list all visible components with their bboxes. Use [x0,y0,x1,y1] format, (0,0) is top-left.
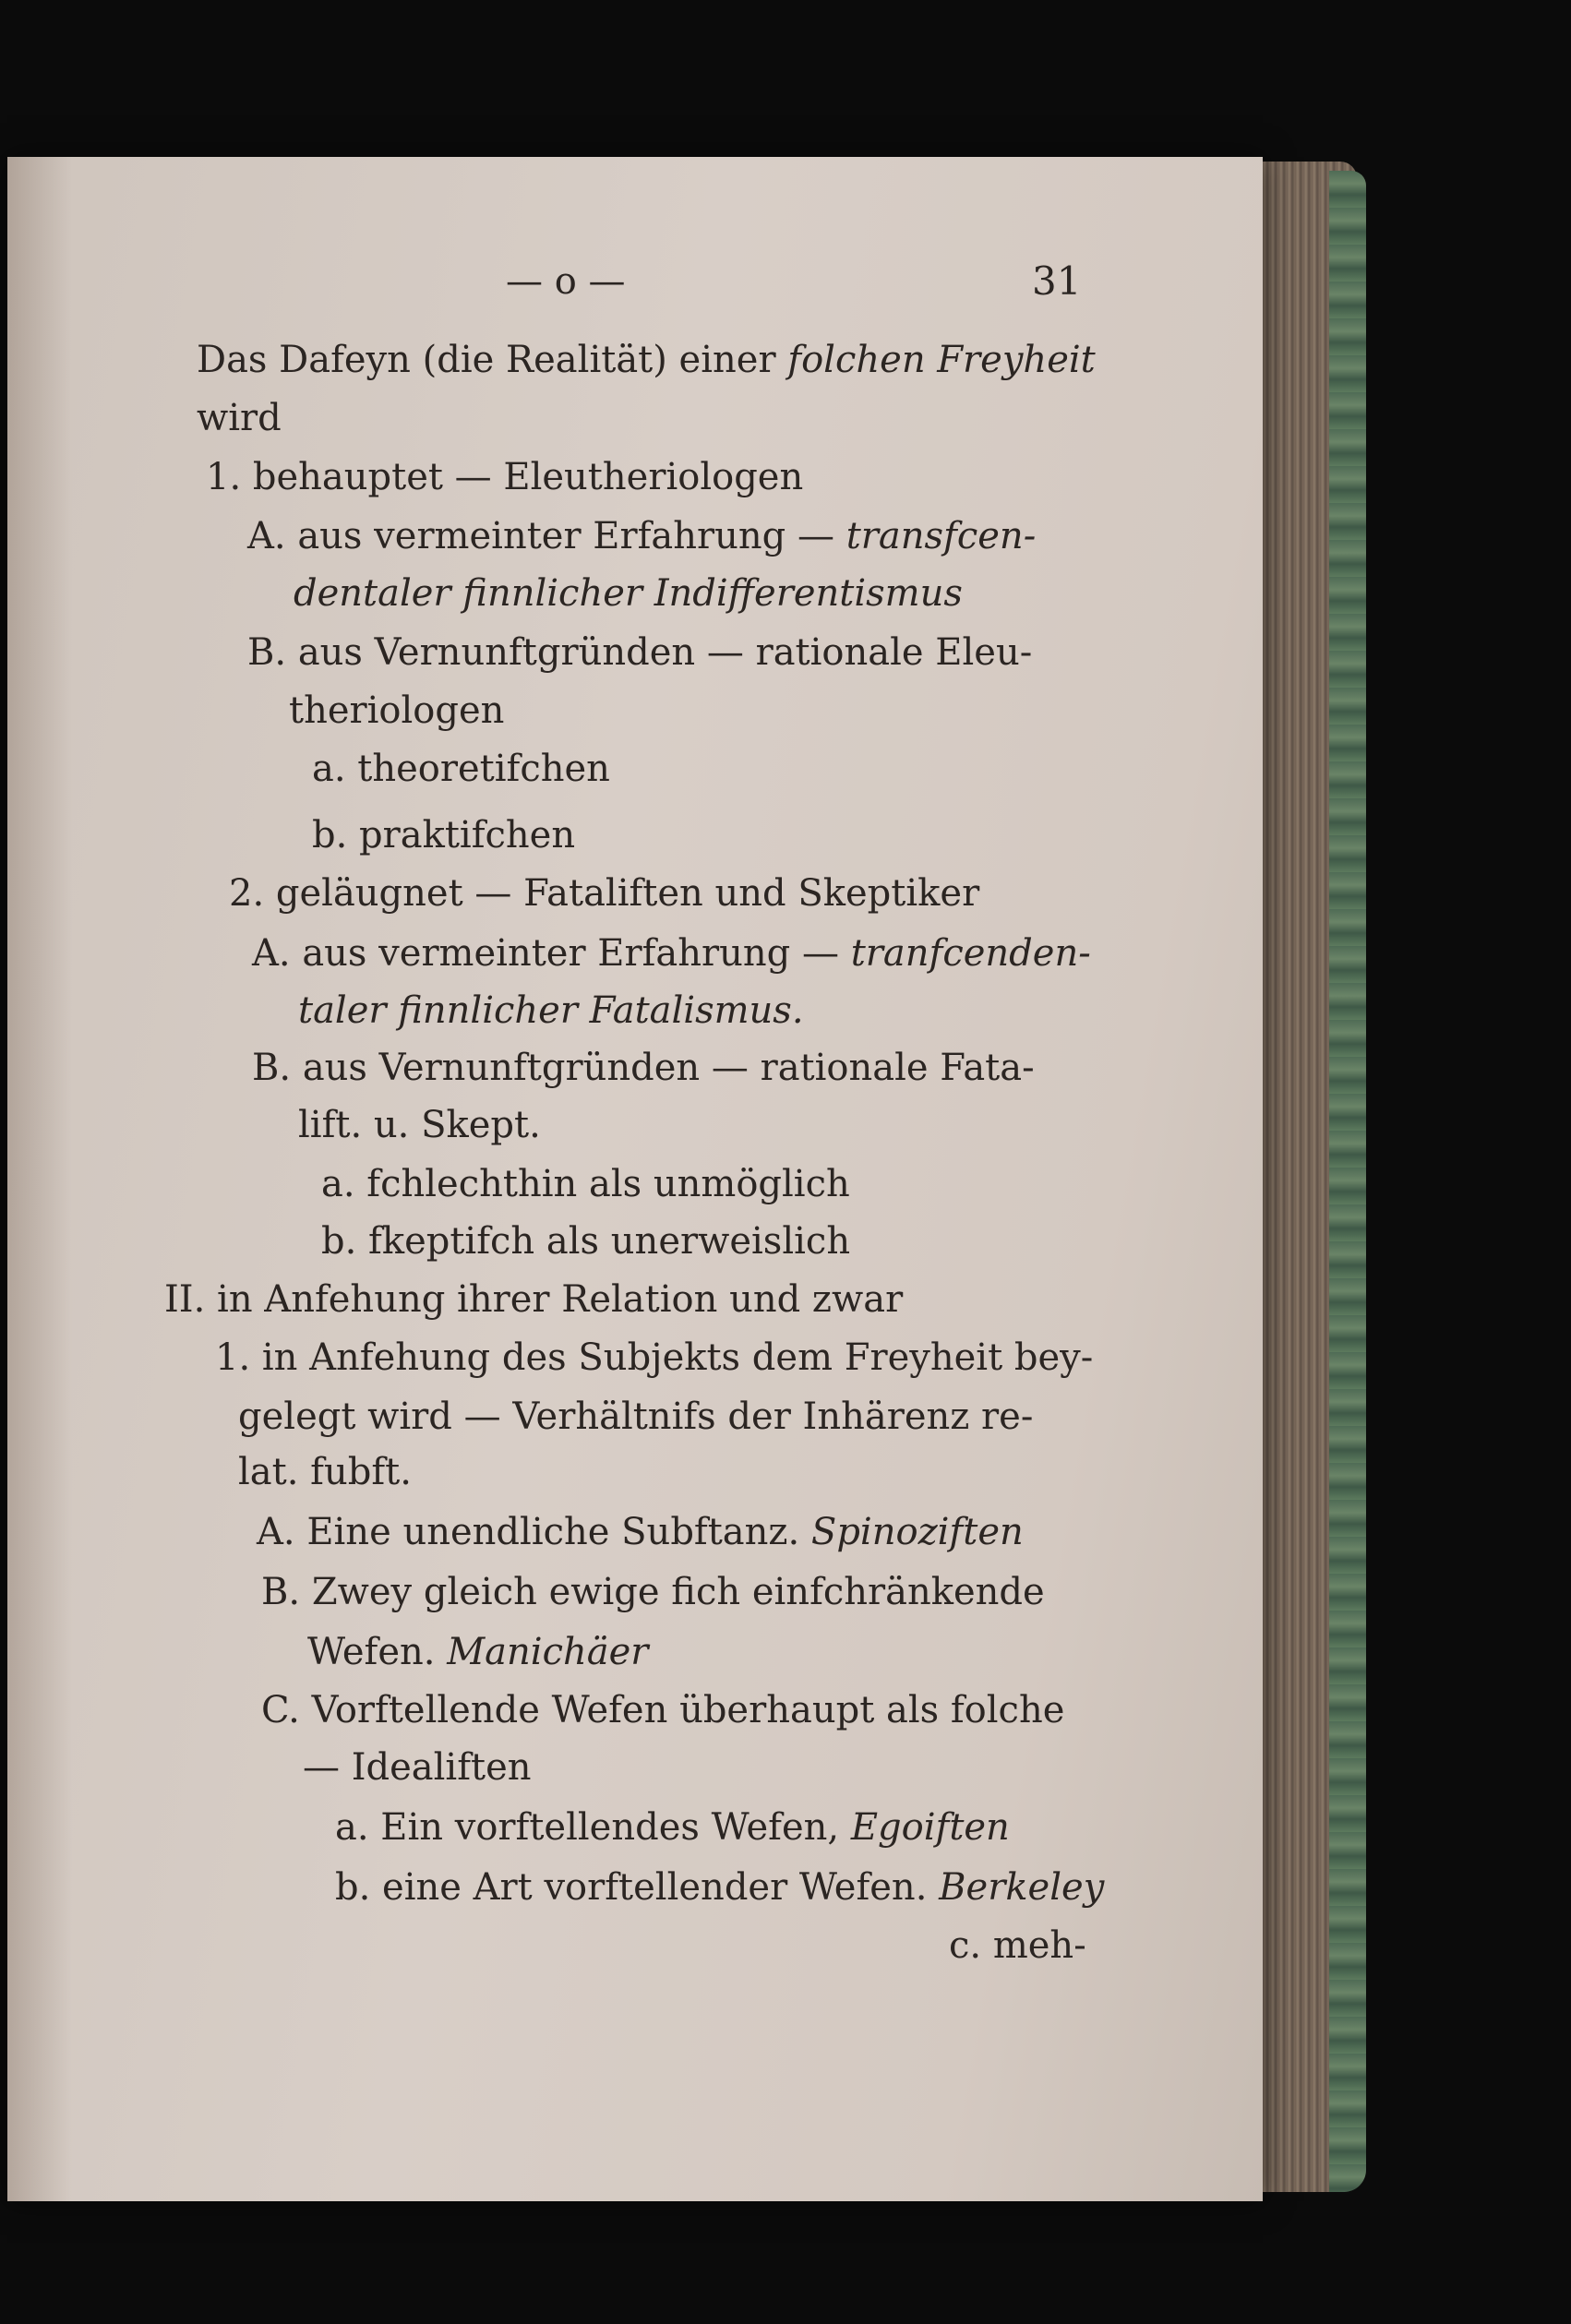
text-line: 2. geläugnet — Fataliften und Skeptiker [229,872,980,915]
text-line: gelegt wird — Verhältnifs der Inhärenz re- [238,1396,1034,1438]
text-line: a. Ein vorftellendes Wefen, Egoiften [335,1806,1010,1849]
text-line: dentaler finnlicher Indifferentismus [294,572,963,615]
book-page [7,157,1263,2201]
text-line: — Idealiften [303,1746,532,1789]
text-line: b. praktifchen [312,814,576,857]
text-line: b. fkeptifch als unerweislich [321,1220,851,1263]
page-number: 31 [1032,258,1082,304]
text-line: II. in Anfehung ihrer Relation und zwar [164,1278,904,1321]
text-line: a. fchlechthin als unmöglich [321,1163,850,1205]
text-line: B. aus Vernunftgründen — rationale Eleu- [247,631,1033,674]
text-line: taler finnlicher Fatalismus. [298,989,804,1032]
text-line: B. aus Vernunftgründen — rationale Fata- [252,1047,1035,1089]
text-line: a. theoretifchen [312,748,610,790]
catchword: c. meh- [949,1924,1086,1967]
text-line: 1. behauptet — Eleutheriologen [206,456,804,498]
text-line: wird [197,397,282,439]
book-cover-edge [1329,171,1366,2192]
text-line: lift. u. Skept. [298,1104,541,1146]
text-line: 1. in Anfehung des Subjekts dem Freyheit bey- [215,1336,1094,1379]
text-line: A. aus vermeinter Erfahrung — transfcen- [247,515,1037,557]
text-line: C. Vorftellende Wefen überhaupt als folche [261,1689,1065,1731]
text-line: b. eine Art vorftellender Wefen. Berkeley [335,1866,1105,1909]
page-text [7,157,1263,2201]
text-line: B. Zwey gleich ewige fich einfchränkende [261,1571,1045,1613]
page-header-ornament: — o — [506,260,626,303]
text-line: lat. fubft. [238,1451,412,1493]
text-line: Das Dafeyn (die Realität) einer folchen Freyheit [197,339,1096,381]
text-line: theriologen [289,689,505,732]
text-line: A. aus vermeinter Erfahrung — tranfcenden- [252,932,1091,975]
text-line: Wefen. Manichäer [307,1631,649,1673]
text-line: A. Eine unendliche Subftanz. Spinoziften [257,1511,1024,1553]
